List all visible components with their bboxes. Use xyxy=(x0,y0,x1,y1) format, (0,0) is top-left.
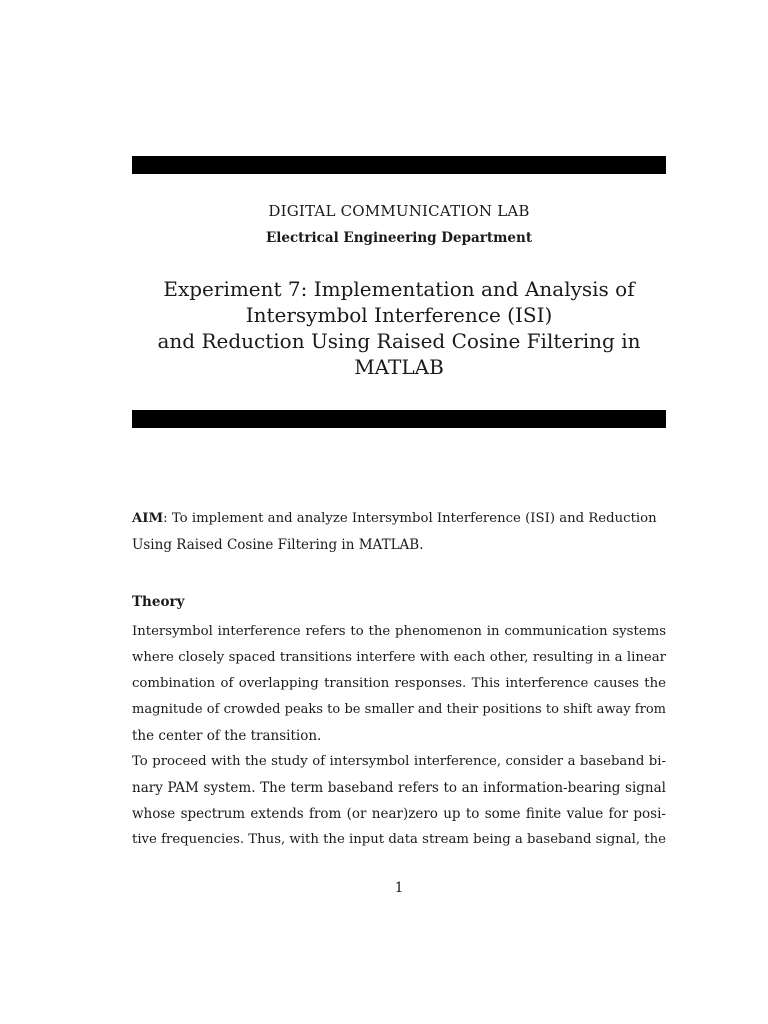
theory-heading: Theory xyxy=(132,594,185,610)
title-line: and Reduction Using Raised Cosine Filtering in xyxy=(157,329,641,353)
experiment-title xyxy=(132,276,666,380)
theory-line: magnitude of crowded peaks to be smaller and their positions to shift away from xyxy=(132,702,666,717)
page-number: 1 xyxy=(394,880,404,896)
aim-label: AIM xyxy=(132,511,164,526)
aim-line: Using Raised Cosine Filtering in MATLAB. xyxy=(132,537,424,553)
theory-line: nary PAM system. The term baseband refers to an information-bearing signal xyxy=(132,780,666,796)
title-line: Intersymbol Interference (ISI) xyxy=(245,303,553,327)
theory-line: whose spectrum extends from (or near)zero up to some finite value for posi- xyxy=(132,806,666,822)
theory-line: To proceed with the study of intersymbol interference, consider a baseband bi- xyxy=(132,754,666,769)
theory-line: tive frequencies. Thus, with the input data stream being a baseband signal, the xyxy=(132,832,666,847)
theory-body xyxy=(132,619,666,853)
bottom-title-rule xyxy=(132,410,666,428)
aim-text: : To implement and analyze Intersymbol Interference (ISI) and Reduction xyxy=(163,511,657,526)
lab-name: DIGITAL COMMUNICATION LAB xyxy=(268,202,530,220)
title-line: MATLAB xyxy=(354,355,444,379)
aim-paragraph xyxy=(132,506,666,558)
top-title-rule xyxy=(132,156,666,174)
department-name: Electrical Engineering Department xyxy=(265,230,533,246)
aim-line xyxy=(132,506,666,532)
theory-line: where closely spaced transitions interfere with each other, resulting in a linear xyxy=(132,650,666,665)
theory-line: the center of the transition. xyxy=(132,728,322,744)
theory-line: combination of overlapping transition responses. This interference causes the xyxy=(132,676,666,691)
theory-line: Intersymbol interference refers to the phenomenon in communication systems xyxy=(132,624,666,639)
title-line: Experiment 7: Implementation and Analysis of xyxy=(163,277,635,301)
